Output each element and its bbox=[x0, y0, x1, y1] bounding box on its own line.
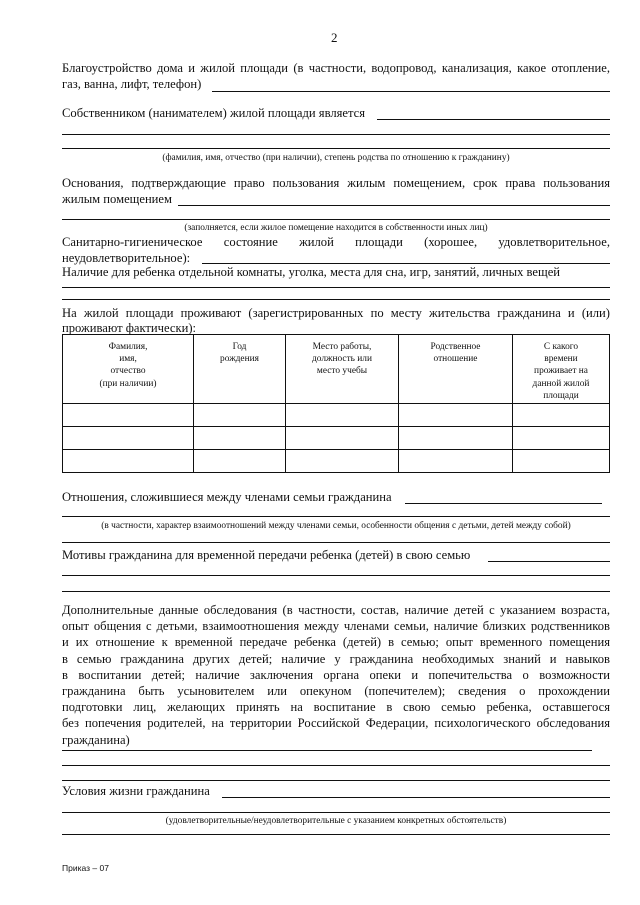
table-cell[interactable] bbox=[399, 404, 513, 427]
grounds-label-line2: жилым помещением bbox=[62, 192, 172, 206]
table-cell[interactable] bbox=[194, 450, 286, 473]
owner-fill-line-1[interactable] bbox=[377, 119, 610, 120]
additional-line: без попечения родителей, на территории Российской Федерации, психологического обследования bbox=[62, 716, 610, 731]
sanitary-label-line2: неудовлетворительное): bbox=[62, 251, 191, 265]
additional-line: подготовки лиц, желающих принять на воспитание в свою семью ребенка, оставшегося bbox=[62, 700, 610, 715]
table-cell[interactable] bbox=[194, 427, 286, 450]
additional-line: в семью гражданина других детей; наличие у гражданина необходимых знаний и навыков bbox=[62, 651, 610, 666]
col-header-birth-year: Год рождения bbox=[194, 335, 286, 404]
table-cell[interactable] bbox=[399, 450, 513, 473]
col-header-workplace: Место работы, должность или место учебы bbox=[286, 335, 399, 404]
page-number: 2 bbox=[331, 30, 338, 45]
residents-label-line1: На жилой площади проживают (зарегистрированных по месту жительства гражданина и (или) bbox=[62, 306, 610, 320]
owner-fill-line-2[interactable] bbox=[62, 134, 610, 135]
additional-fill-line-2[interactable] bbox=[62, 765, 610, 766]
additional-line: гражданина) bbox=[62, 732, 130, 747]
owner-caption: (фамилия, имя, отчество (при наличии), степень родства по отношению к гражданину) bbox=[162, 153, 510, 163]
child-room-label: Наличие для ребенка отдельной комнаты, уголка, места для сна, игр, занятий, личных вещей bbox=[62, 265, 561, 279]
col-header-since-when: С какого времени проживает на данной жилой площади bbox=[513, 335, 610, 404]
living-conditions-fill-line-2[interactable] bbox=[62, 812, 610, 813]
amenities-label-line1: Благоустройство дома и жилой площади (в частности, водопровод, канализация, какое отопление, bbox=[62, 61, 610, 75]
sanitary-label-line1: Санитарно-гигиеническое состояние жилой площади (хорошее, удовлетворительное, bbox=[62, 235, 610, 249]
additional-line: гражданина быть усыновителем или опекуном (попечителем); сведения о прохождении bbox=[62, 684, 610, 699]
additional-data-paragraph bbox=[62, 602, 610, 748]
motives-fill-line-3[interactable] bbox=[62, 591, 610, 592]
relations-label: Отношения, сложившиеся между членами семьи гражданина bbox=[62, 490, 392, 504]
table-cell[interactable] bbox=[63, 450, 194, 473]
relations-caption: (в частности, характер взаимоотношений между членами семьи, особенности общения с детьми, детей между собой) bbox=[101, 521, 571, 531]
table-cell[interactable] bbox=[286, 427, 399, 450]
living-conditions-fill-line-3[interactable] bbox=[62, 834, 610, 835]
relations-fill-line-2[interactable] bbox=[62, 516, 610, 517]
footer-order-number: Приказ – 07 bbox=[62, 863, 109, 873]
table-row bbox=[63, 450, 610, 473]
living-conditions-label: Условия жизни гражданина bbox=[62, 784, 210, 798]
living-conditions-caption: (удовлетворительные/неудовлетворительные с указанием конкретных обстоятельств) bbox=[165, 816, 507, 826]
residents-label-line2: проживают фактически): bbox=[62, 321, 197, 335]
table-cell[interactable] bbox=[513, 404, 610, 427]
table-cell[interactable] bbox=[194, 404, 286, 427]
table-cell[interactable] bbox=[286, 404, 399, 427]
additional-line: опыт общения с детьми, взаимоотношения между членами семьи, наличие близких родственников bbox=[62, 619, 610, 634]
relations-fill-line-3[interactable] bbox=[62, 542, 610, 543]
table-cell[interactable] bbox=[399, 427, 513, 450]
owner-label: Собственником (нанимателем) жилой площади является bbox=[62, 106, 366, 120]
living-conditions-fill-line-1[interactable] bbox=[222, 797, 610, 798]
relations-fill-line-1[interactable] bbox=[405, 503, 602, 504]
motives-fill-line-2[interactable] bbox=[62, 575, 610, 576]
additional-line: в воспитании детей; наличие заключения органа опеки и попечительства о возможности bbox=[62, 667, 610, 682]
additional-fill-line-3[interactable] bbox=[62, 780, 610, 781]
table-cell[interactable] bbox=[513, 450, 610, 473]
table-row bbox=[63, 427, 610, 450]
amenities-label-line2: газ, ванна, лифт, телефон) bbox=[62, 77, 202, 91]
additional-fill-line-1[interactable] bbox=[62, 750, 592, 751]
grounds-caption: (заполняется, если жилое помещение находится в собственности иных лиц) bbox=[184, 223, 488, 233]
child-room-fill-line-2[interactable] bbox=[62, 299, 610, 300]
amenities-fill-line[interactable] bbox=[212, 91, 610, 92]
owner-fill-line-3[interactable] bbox=[62, 148, 610, 149]
table-cell[interactable] bbox=[63, 427, 194, 450]
additional-line: Дополнительные данные обследования (в частности, состав, наличие детей с указанием возраста, bbox=[62, 603, 610, 617]
table-cell[interactable] bbox=[63, 404, 194, 427]
table-cell[interactable] bbox=[286, 450, 399, 473]
col-header-relationship: Родственное отношение bbox=[399, 335, 513, 404]
motives-label: Мотивы гражданина для временной передачи ребенка (детей) в свою семью bbox=[62, 548, 471, 562]
table-row bbox=[63, 404, 610, 427]
grounds-fill-line-1[interactable] bbox=[178, 205, 610, 206]
table-cell[interactable] bbox=[513, 427, 610, 450]
motives-fill-line-1[interactable] bbox=[488, 561, 610, 562]
grounds-fill-line-2[interactable] bbox=[62, 219, 610, 220]
additional-line: и их отношение к временной передаче ребенка (детей) в семью; опыт временного помещения bbox=[62, 635, 610, 650]
col-header-full-name: Фамилия, имя, отчество (при наличии) bbox=[63, 335, 194, 404]
grounds-label-line1: Основания, подтверждающие право пользования жилым помещением, срок права пользования bbox=[62, 176, 610, 190]
residents-table bbox=[62, 334, 610, 473]
child-room-fill-line-1[interactable] bbox=[62, 287, 610, 288]
